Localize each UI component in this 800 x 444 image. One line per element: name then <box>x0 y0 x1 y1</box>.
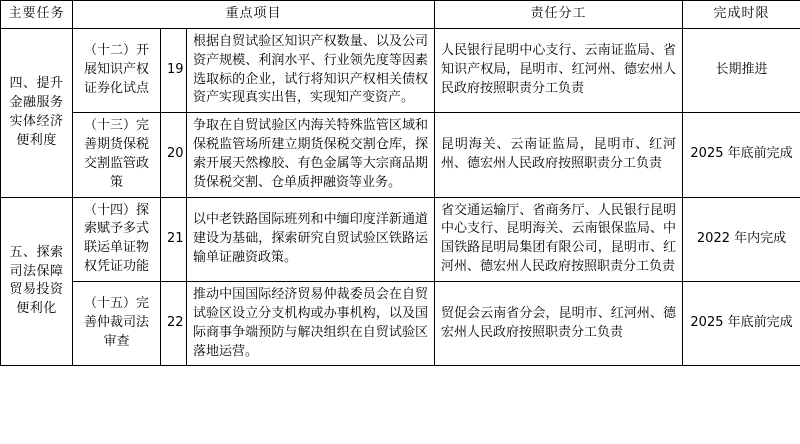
main-task-cell: 四、提升金融服务实体经济便利度 <box>1 28 73 197</box>
table-row <box>1 28 800 112</box>
key-project-cell: 以中老铁路国际班列和中缅印度洋新通道建设为基础，探索研究自贸试验区铁路运输单证融资政策。 <box>187 197 435 281</box>
key-project-cell: 争取在自贸试验区内海关特殊监管区域和保税监管场所建立期货保税交割仓库，探索开展天然橡胶、有色金属等大宗商品期货保税交割、仓单质押融资等业务。 <box>187 113 435 197</box>
header-main-task: 主要任务 <box>1 1 73 29</box>
deadline-cell: 2025 年底前完成 <box>683 281 800 365</box>
header-responsibility: 责任分工 <box>435 1 683 29</box>
key-project-cell: 根据自贸试验区知识产权数量、以及公司资产规模、利润水平、行业领先度等因素选取标的企业，试行将知识产权相关债权资产实现真实出售，实现知产变资产。 <box>187 28 435 112</box>
main-task-cell: 五、探索司法保障贸易投资便利化 <box>1 197 73 366</box>
table-row <box>1 281 800 365</box>
table-row <box>1 113 800 197</box>
deadline-cell: 长期推进 <box>683 28 800 112</box>
table-header <box>1 1 800 29</box>
item-name-cell: （十三）完善期货保税交割监管政策 <box>73 113 161 197</box>
table-header-row <box>1 1 800 29</box>
item-number-cell: 21 <box>161 197 187 281</box>
responsibility-cell: 贸促会云南省分会，昆明市、红河州、德宏州人民政府按照职责分工负责 <box>435 281 683 365</box>
table-body <box>1 28 800 366</box>
item-name-cell: （十四）探索赋予多式联运单证物权凭证功能 <box>73 197 161 281</box>
deadline-cell: 2025 年底前完成 <box>683 113 800 197</box>
header-deadline: 完成时限 <box>683 1 800 29</box>
item-number-cell: 20 <box>161 113 187 197</box>
responsibility-cell: 昆明海关、云南证监局，昆明市、红河州、德宏州人民政府按照职责分工负责 <box>435 113 683 197</box>
responsibility-cell: 省交通运输厅、省商务厅、人民银行昆明中心支行、昆明海关、云南银保监局、中国铁路昆明局集团有限公司，昆明市、红河州、德宏州人民政府按照职责分工负责 <box>435 197 683 281</box>
key-project-cell: 推动中国国际经济贸易仲裁委员会在自贸试验区设立分支机构或办事机构，以及国际商事争端预防与解决组织在自贸试验区落地运营。 <box>187 281 435 365</box>
table-row <box>1 197 800 281</box>
item-number-cell: 19 <box>161 28 187 112</box>
item-name-cell: （十五）完善仲裁司法审查 <box>73 281 161 365</box>
deadline-cell: 2022 年内完成 <box>683 197 800 281</box>
item-number-cell: 22 <box>161 281 187 365</box>
responsibility-cell: 人民银行昆明中心支行、云南证监局、省知识产权局，昆明市、红河州、德宏州人民政府按照职责分工负责 <box>435 28 683 112</box>
header-key-project: 重点项目 <box>73 1 435 29</box>
item-name-cell: （十二）开展知识产权证券化试点 <box>73 28 161 112</box>
